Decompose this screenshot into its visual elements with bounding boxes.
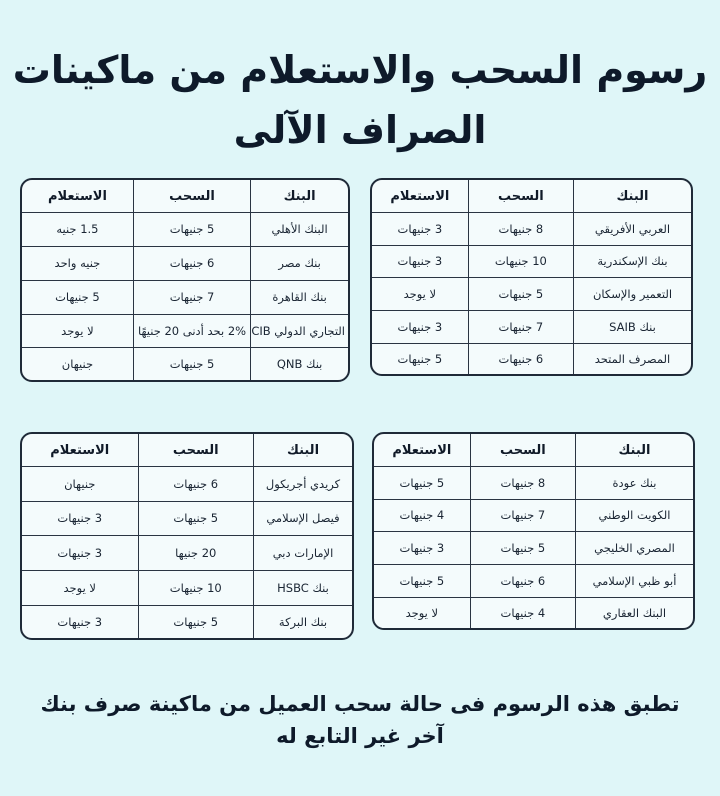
withdrawal-cell: 6 جنيهات (468, 344, 573, 375)
bank-cell: بنك مصر (250, 247, 348, 281)
bank-cell: بنك SAIB (573, 311, 691, 344)
bank-cell: بنك QNB (250, 348, 348, 380)
withdrawal-cell: 5 جنيهات (138, 606, 254, 638)
inquiry-cell: 1.5 جنيه (22, 213, 133, 247)
table-row (22, 606, 352, 638)
table-row (22, 536, 352, 571)
column-header-inquiry: الاستعلام (22, 180, 133, 213)
inquiry-cell: 5 جنيهات (397, 351, 443, 366)
table-header-row (372, 180, 691, 213)
bank-cell: المصري الخليجي (575, 532, 693, 565)
withdrawal-cell: 6 جنيهات (133, 247, 250, 281)
bank-cell: الكويت الوطني (575, 500, 693, 533)
inquiry-cell: 3 جنيهات (22, 502, 138, 537)
bank-cell: بنك الإسكندرية (573, 246, 691, 279)
bank-cell: بنك البركة (253, 606, 352, 638)
inquiry-cell: 3 جنيهات (22, 536, 138, 571)
table-row (374, 467, 693, 500)
withdrawal-cell: 5 جنيهات (133, 348, 250, 380)
withdrawal-cell: 2% بحد أدنى 20 جنيهًا (133, 315, 250, 349)
withdrawal-cell: 5 جنيهات (133, 213, 250, 247)
footer-note-line-1: تطبق هذه الرسوم فى حالة سحب العميل من ماكينة صرف بنك (40, 692, 680, 716)
table-row (372, 213, 691, 246)
inquiry-cell: 5 جنيهات (22, 281, 133, 315)
table-row (22, 213, 348, 247)
table-row (374, 500, 693, 533)
inquiry-cell: 5 جنيهات (374, 565, 470, 598)
inquiry-cell: جنيه واحد (22, 247, 133, 281)
inquiry-cell: 5 جنيهات (374, 467, 470, 500)
table-row (372, 311, 691, 344)
table-row (22, 467, 352, 502)
footer-note-line-2: آخر غير التابع له (276, 724, 444, 748)
inquiry-cell: 3 جنيهات (372, 311, 468, 344)
fees-table-1 (370, 178, 693, 376)
withdrawal-cell: 5 جنيهات (468, 278, 573, 311)
inquiry-cell: جنيهان (22, 467, 138, 502)
page-title-line-2: الصراف الآلى (233, 108, 487, 152)
table-row (374, 532, 693, 565)
column-header-withdrawal: السحب (470, 434, 575, 467)
table-row (22, 571, 352, 606)
bank-cell: العربي الأفريقي (573, 213, 691, 246)
inquiry-cell: 3 جنيهات (372, 246, 468, 279)
fees-table-3 (372, 432, 695, 630)
page-title-line-1: رسوم السحب والاستعلام من ماكينات (12, 48, 708, 92)
column-header-inquiry: الاستعلام (22, 434, 138, 467)
table-row (22, 502, 352, 537)
bank-cell: بنك HSBC (253, 571, 352, 606)
inquiry-cell: 4 جنيهات (374, 500, 470, 533)
inquiry-cell: جنيهان (61, 357, 94, 372)
bank-cell: الإمارات دبي (253, 536, 352, 571)
column-header-withdrawal: السحب (133, 180, 250, 213)
bank-cell: بنك عودة (575, 467, 693, 500)
table-row (22, 348, 348, 380)
withdrawal-cell: 7 جنيهات (468, 311, 573, 344)
column-header-withdrawal: السحب (138, 434, 254, 467)
withdrawal-cell: 6 جنيهات (138, 467, 254, 502)
table-header-row (374, 434, 693, 467)
column-header-withdrawal: السحب (468, 180, 573, 213)
bank-cell: التجاري الدولي CIB (250, 315, 348, 349)
column-header-bank: البنك (253, 434, 352, 467)
withdrawal-cell: 8 جنيهات (470, 467, 575, 500)
bank-cell: أبو ظبي الإسلامي (575, 565, 693, 598)
footer-note (0, 688, 720, 752)
withdrawal-cell: 7 جنيهات (133, 281, 250, 315)
inquiry-cell: لا يوجد (22, 571, 138, 606)
table-row (372, 344, 691, 375)
withdrawal-cell: 8 جنيهات (468, 213, 573, 246)
table-header-row (22, 434, 352, 467)
table-row (372, 246, 691, 279)
column-header-bank: البنك (575, 434, 693, 467)
fees-table-4 (20, 432, 354, 640)
withdrawal-cell: 4 جنيهات (470, 598, 575, 629)
column-header-bank: البنك (250, 180, 348, 213)
table-row (22, 315, 348, 349)
table-row (374, 598, 693, 629)
withdrawal-cell: 7 جنيهات (470, 500, 575, 533)
bank-cell: فيصل الإسلامي (253, 502, 352, 537)
table-row (22, 247, 348, 281)
page-title (0, 40, 720, 160)
table-header-row (22, 180, 348, 213)
bank-cell: البنك العقاري (575, 598, 693, 629)
bank-cell: المصرف المتحد (573, 344, 691, 375)
column-header-inquiry: الاستعلام (374, 434, 470, 467)
column-header-inquiry: الاستعلام (372, 180, 468, 213)
inquiry-cell: لا يوجد (22, 315, 133, 349)
withdrawal-cell: 5 جنيهات (470, 532, 575, 565)
withdrawal-cell: 5 جنيهات (138, 502, 254, 537)
inquiry-cell: 3 جنيهات (374, 532, 470, 565)
withdrawal-cell: 10 جنيهات (468, 246, 573, 279)
column-header-bank: البنك (573, 180, 691, 213)
withdrawal-cell: 20 جنيها (138, 536, 254, 571)
bank-cell: بنك القاهرة (250, 281, 348, 315)
bank-cell: كريدي أجريكول (253, 467, 352, 502)
bank-cell: التعمير والإسكان (573, 278, 691, 311)
inquiry-cell: لا يوجد (405, 605, 439, 620)
inquiry-cell: لا يوجد (372, 278, 468, 311)
withdrawal-cell: 10 جنيهات (138, 571, 254, 606)
inquiry-cell: 3 جنيهات (57, 614, 103, 629)
table-row (374, 565, 693, 598)
bank-cell: البنك الأهلي (250, 213, 348, 247)
inquiry-cell: 3 جنيهات (372, 213, 468, 246)
withdrawal-cell: 6 جنيهات (470, 565, 575, 598)
table-row (372, 278, 691, 311)
table-row (22, 281, 348, 315)
fees-table-2 (20, 178, 350, 382)
